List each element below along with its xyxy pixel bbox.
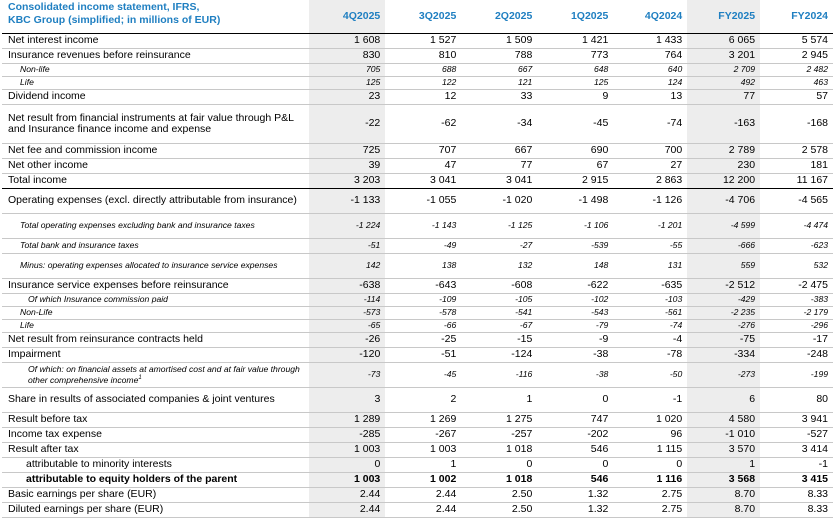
- cell-value: 773: [537, 49, 613, 64]
- cell-value: -17: [760, 333, 833, 348]
- table-row: [2, 388, 833, 413]
- table-row: [2, 34, 833, 49]
- cell-value: 463: [760, 77, 833, 90]
- cell-value: -2 179: [760, 307, 833, 320]
- cell-value: 1 020: [613, 413, 687, 428]
- cell-value: 47: [385, 159, 461, 174]
- cell-value: -638: [309, 279, 385, 294]
- cell-value: 181: [760, 159, 833, 174]
- table-row: [2, 458, 833, 473]
- row-label-text: Of which: on financial assets at amortised cost and at fair value through other comprehensive income: [28, 363, 300, 385]
- cell-value: -34: [461, 105, 537, 144]
- table-row: [2, 363, 833, 388]
- table-row: [2, 294, 833, 307]
- cell-value: 96: [613, 428, 687, 443]
- cell-value: 3 203: [309, 174, 385, 189]
- table-row: [2, 320, 833, 333]
- table-row: [2, 189, 833, 214]
- row-label: [2, 64, 309, 77]
- row-label: [2, 189, 309, 214]
- column-header: 3Q2025: [385, 0, 461, 34]
- cell-value: -1 201: [613, 214, 687, 239]
- cell-value: -1 055: [385, 189, 461, 214]
- table-row: [2, 239, 833, 254]
- cell-value: 1 509: [461, 34, 537, 49]
- cell-value: 747: [537, 413, 613, 428]
- cell-value: 4 580: [687, 413, 760, 428]
- cell-value: -49: [385, 239, 461, 254]
- row-label-text: Non-Life: [20, 307, 53, 318]
- cell-value: 2 915: [537, 174, 613, 189]
- cell-value: 142: [309, 254, 385, 279]
- column-header: 4Q2025: [309, 0, 385, 34]
- column-header: 1Q2025: [537, 0, 613, 34]
- cell-value: 1 002: [385, 473, 461, 488]
- header-row: [2, 0, 833, 34]
- cell-value: -74: [613, 105, 687, 144]
- table-title: [2, 0, 309, 34]
- cell-value: 3: [309, 388, 385, 413]
- row-label: [2, 159, 309, 174]
- cell-value: 648: [537, 64, 613, 77]
- cell-value: 1 003: [385, 443, 461, 458]
- cell-value: 77: [461, 159, 537, 174]
- cell-value: 2.44: [385, 488, 461, 503]
- cell-value: -622: [537, 279, 613, 294]
- cell-value: 27: [613, 159, 687, 174]
- cell-value: 1 289: [309, 413, 385, 428]
- cell-value: 230: [687, 159, 760, 174]
- cell-value: 1 116: [613, 473, 687, 488]
- row-label-text: Net other income: [8, 159, 88, 172]
- cell-value: -26: [309, 333, 385, 348]
- cell-value: -1 010: [687, 428, 760, 443]
- row-label-text: Total bank and insurance taxes: [20, 240, 139, 251]
- cell-value: -45: [385, 363, 461, 388]
- cell-value: 39: [309, 159, 385, 174]
- cell-value: 707: [385, 144, 461, 159]
- cell-value: 1.32: [537, 503, 613, 518]
- cell-value: 2.44: [309, 503, 385, 518]
- row-label: [2, 458, 309, 473]
- row-label-text: Basic earnings per share (EUR): [8, 488, 157, 501]
- cell-value: 0: [309, 458, 385, 473]
- cell-value: 0: [537, 388, 613, 413]
- row-label-text: Result after tax: [8, 443, 79, 456]
- cell-value: -1: [760, 458, 833, 473]
- cell-value: 2 863: [613, 174, 687, 189]
- row-label: [2, 413, 309, 428]
- cell-value: 0: [461, 458, 537, 473]
- cell-value: 6 065: [687, 34, 760, 49]
- cell-value: -248: [760, 348, 833, 363]
- table-row: [2, 254, 833, 279]
- cell-value: -527: [760, 428, 833, 443]
- cell-value: 532: [760, 254, 833, 279]
- cell-value: -102: [537, 294, 613, 307]
- row-label: [2, 144, 309, 159]
- cell-value: -635: [613, 279, 687, 294]
- cell-value: 11 167: [760, 174, 833, 189]
- cell-value: 546: [537, 443, 613, 458]
- table-row: [2, 279, 833, 294]
- cell-value: 138: [385, 254, 461, 279]
- cell-value: 2.44: [309, 488, 385, 503]
- row-label: [2, 388, 309, 413]
- table-row: [2, 90, 833, 105]
- cell-value: 12 200: [687, 174, 760, 189]
- cell-value: 1 018: [461, 443, 537, 458]
- cell-value: 2: [385, 388, 461, 413]
- cell-value: 23: [309, 90, 385, 105]
- cell-value: -120: [309, 348, 385, 363]
- cell-value: 2 945: [760, 49, 833, 64]
- cell-value: -51: [385, 348, 461, 363]
- cell-value: 132: [461, 254, 537, 279]
- table-row: [2, 488, 833, 503]
- cell-value: 8.33: [760, 488, 833, 503]
- cell-value: -285: [309, 428, 385, 443]
- cell-value: -73: [309, 363, 385, 388]
- row-label: [2, 34, 309, 49]
- cell-value: -2 235: [687, 307, 760, 320]
- cell-value: 1 003: [309, 443, 385, 458]
- cell-value: -75: [687, 333, 760, 348]
- cell-value: 667: [461, 144, 537, 159]
- cell-value: -66: [385, 320, 461, 333]
- cell-value: -65: [309, 320, 385, 333]
- row-label-text: attributable to equity holders of the parent: [26, 473, 238, 486]
- cell-value: 688: [385, 64, 461, 77]
- table-row: [2, 428, 833, 443]
- row-label-text: Operating expenses (excl. directly attributable from insurance): [8, 194, 297, 207]
- column-header: 4Q2024: [613, 0, 687, 34]
- cell-value: -55: [613, 239, 687, 254]
- cell-value: 1 608: [309, 34, 385, 49]
- row-label: [2, 77, 309, 90]
- cell-value: 3 041: [385, 174, 461, 189]
- row-label-text: Of which Insurance commission paid: [28, 294, 168, 305]
- cell-value: 2.75: [613, 503, 687, 518]
- column-header: FY2024: [760, 0, 833, 34]
- cell-value: 33: [461, 90, 537, 105]
- table-row: [2, 503, 833, 518]
- cell-value: -1 143: [385, 214, 461, 239]
- row-label: [2, 320, 309, 333]
- cell-value: -50: [613, 363, 687, 388]
- cell-value: -623: [760, 239, 833, 254]
- cell-value: 2 709: [687, 64, 760, 77]
- cell-value: 1 018: [461, 473, 537, 488]
- row-label-text: Impairment: [8, 348, 61, 361]
- cell-value: 3 414: [760, 443, 833, 458]
- row-label-text: Total operating expenses excluding bank and insurance taxes: [20, 220, 255, 231]
- cell-value: 1: [687, 458, 760, 473]
- row-label: [2, 307, 309, 320]
- cell-value: 2 789: [687, 144, 760, 159]
- cell-value: -276: [687, 320, 760, 333]
- cell-value: 830: [309, 49, 385, 64]
- cell-value: -334: [687, 348, 760, 363]
- cell-value: -1 106: [537, 214, 613, 239]
- cell-value: -163: [687, 105, 760, 144]
- cell-value: 124: [613, 77, 687, 90]
- cell-value: 125: [309, 77, 385, 90]
- cell-value: 125: [537, 77, 613, 90]
- row-label-text: Insurance revenues before reinsurance: [8, 49, 191, 62]
- cell-value: 12: [385, 90, 461, 105]
- row-label: [2, 214, 309, 239]
- row-label: [2, 239, 309, 254]
- cell-value: -4 565: [760, 189, 833, 214]
- table-row: [2, 105, 833, 144]
- cell-value: 559: [687, 254, 760, 279]
- row-label-text: Diluted earnings per share (EUR): [8, 503, 164, 516]
- cell-value: 3 041: [461, 174, 537, 189]
- cell-value: -1 125: [461, 214, 537, 239]
- cell-value: 0: [537, 458, 613, 473]
- cell-value: -114: [309, 294, 385, 307]
- table-row: [2, 333, 833, 348]
- cell-value: -4 474: [760, 214, 833, 239]
- row-label-text: Minus: operating expenses allocated to insurance service expenses: [20, 260, 278, 271]
- row-label: [2, 174, 309, 189]
- table-row: [2, 348, 833, 363]
- cell-value: -4 599: [687, 214, 760, 239]
- cell-value: 3 201: [687, 49, 760, 64]
- cell-value: -105: [461, 294, 537, 307]
- cell-value: 1 003: [309, 473, 385, 488]
- title-line-2: KBC Group (simplified; in millions of EUR): [8, 13, 221, 26]
- row-label: [2, 488, 309, 503]
- cell-value: -78: [613, 348, 687, 363]
- cell-value: -561: [613, 307, 687, 320]
- cell-value: 492: [687, 77, 760, 90]
- row-label-text: attributable to minority interests: [26, 458, 172, 471]
- cell-value: 148: [537, 254, 613, 279]
- cell-value: 1 115: [613, 443, 687, 458]
- row-label: [2, 443, 309, 458]
- table-row: [2, 64, 833, 77]
- column-header: FY2025: [687, 0, 760, 34]
- table-row: [2, 144, 833, 159]
- cell-value: 0: [613, 458, 687, 473]
- cell-value: 2.44: [385, 503, 461, 518]
- row-label: [2, 279, 309, 294]
- row-label: [2, 348, 309, 363]
- cell-value: -74: [613, 320, 687, 333]
- cell-value: 1: [385, 458, 461, 473]
- cell-value: -541: [461, 307, 537, 320]
- cell-value: 700: [613, 144, 687, 159]
- cell-value: -38: [537, 363, 613, 388]
- cell-value: 1 275: [461, 413, 537, 428]
- cell-value: 8.70: [687, 488, 760, 503]
- row-label-text: Dividend income: [8, 90, 86, 103]
- cell-value: -168: [760, 105, 833, 144]
- cell-value: -2 475: [760, 279, 833, 294]
- cell-value: -257: [461, 428, 537, 443]
- cell-value: -1 020: [461, 189, 537, 214]
- cell-value: 764: [613, 49, 687, 64]
- row-label-text: Income tax expense: [8, 428, 102, 441]
- cell-value: 810: [385, 49, 461, 64]
- cell-value: -273: [687, 363, 760, 388]
- cell-value: 1: [461, 388, 537, 413]
- table-row: [2, 174, 833, 189]
- row-label-text: Net result from financial instruments at fair value through P&L and Insurance finance income and expense: [8, 111, 294, 135]
- row-label: [2, 333, 309, 348]
- cell-value: -578: [385, 307, 461, 320]
- cell-value: -67: [461, 320, 537, 333]
- cell-value: 67: [537, 159, 613, 174]
- cell-value: -1: [613, 388, 687, 413]
- cell-value: -383: [760, 294, 833, 307]
- cell-value: 1 527: [385, 34, 461, 49]
- row-label: [2, 105, 309, 144]
- row-label-text: Total income: [8, 174, 67, 187]
- table-row: [2, 473, 833, 488]
- row-label-text: Net interest income: [8, 34, 99, 47]
- cell-value: -27: [461, 239, 537, 254]
- table-row: [2, 413, 833, 428]
- column-header: 2Q2025: [461, 0, 537, 34]
- row-label-text: Share in results of associated companies & joint ventures: [8, 393, 275, 406]
- cell-value: 1 421: [537, 34, 613, 49]
- cell-value: 131: [613, 254, 687, 279]
- cell-value: -25: [385, 333, 461, 348]
- row-label: [2, 473, 309, 488]
- cell-value: -296: [760, 320, 833, 333]
- cell-value: 690: [537, 144, 613, 159]
- row-label: [2, 428, 309, 443]
- row-label-text: Life: [20, 320, 34, 331]
- cell-value: 121: [461, 77, 537, 90]
- cell-value: 122: [385, 77, 461, 90]
- row-label: [2, 503, 309, 518]
- row-label-text: Result before tax: [8, 413, 88, 426]
- cell-value: -109: [385, 294, 461, 307]
- cell-value: 546: [537, 473, 613, 488]
- cell-value: 2.75: [613, 488, 687, 503]
- cell-value: -202: [537, 428, 613, 443]
- cell-value: -1 498: [537, 189, 613, 214]
- cell-value: -573: [309, 307, 385, 320]
- income-statement-table: [2, 0, 833, 518]
- cell-value: 2 578: [760, 144, 833, 159]
- row-label-text: Non-life: [20, 64, 50, 75]
- title-line-1: Consolidated income statement, IFRS,: [8, 1, 200, 13]
- cell-value: -1 126: [613, 189, 687, 214]
- cell-value: -539: [537, 239, 613, 254]
- cell-value: 13: [613, 90, 687, 105]
- table-row: [2, 443, 833, 458]
- table-row: [2, 159, 833, 174]
- table-row: [2, 214, 833, 239]
- cell-value: -1 133: [309, 189, 385, 214]
- cell-value: -608: [461, 279, 537, 294]
- row-label: [2, 254, 309, 279]
- cell-value: -1 224: [309, 214, 385, 239]
- cell-value: -116: [461, 363, 537, 388]
- cell-value: 705: [309, 64, 385, 77]
- row-label-text: Insurance service expenses before reinsurance: [8, 279, 229, 292]
- cell-value: 3 941: [760, 413, 833, 428]
- cell-value: -199: [760, 363, 833, 388]
- cell-value: 6: [687, 388, 760, 413]
- cell-value: -267: [385, 428, 461, 443]
- cell-value: 2.50: [461, 488, 537, 503]
- cell-value: -666: [687, 239, 760, 254]
- cell-value: 1 433: [613, 34, 687, 49]
- cell-value: -543: [537, 307, 613, 320]
- table-row: [2, 77, 833, 90]
- cell-value: 3 415: [760, 473, 833, 488]
- cell-value: -15: [461, 333, 537, 348]
- cell-value: 725: [309, 144, 385, 159]
- cell-value: -51: [309, 239, 385, 254]
- cell-value: 3 568: [687, 473, 760, 488]
- cell-value: 1.32: [537, 488, 613, 503]
- row-label-text: Life: [20, 77, 34, 88]
- row-label: [2, 49, 309, 64]
- cell-value: -9: [537, 333, 613, 348]
- cell-value: -4: [613, 333, 687, 348]
- cell-value: -429: [687, 294, 760, 307]
- cell-value: -643: [385, 279, 461, 294]
- cell-value: 9: [537, 90, 613, 105]
- row-label: [2, 90, 309, 105]
- cell-value: 80: [760, 388, 833, 413]
- cell-value: 640: [613, 64, 687, 77]
- cell-value: 2.50: [461, 503, 537, 518]
- cell-value: -45: [537, 105, 613, 144]
- cell-value: 57: [760, 90, 833, 105]
- cell-value: 77: [687, 90, 760, 105]
- cell-value: 667: [461, 64, 537, 77]
- cell-value: 788: [461, 49, 537, 64]
- cell-value: -124: [461, 348, 537, 363]
- cell-value: -2 512: [687, 279, 760, 294]
- cell-value: -79: [537, 320, 613, 333]
- cell-value: 2 482: [760, 64, 833, 77]
- cell-value: -4 706: [687, 189, 760, 214]
- table-row: [2, 49, 833, 64]
- table-row: [2, 307, 833, 320]
- cell-value: 5 574: [760, 34, 833, 49]
- cell-value: 1 269: [385, 413, 461, 428]
- row-label-text: Net result from reinsurance contracts held: [8, 333, 203, 346]
- cell-value: -103: [613, 294, 687, 307]
- cell-value: -22: [309, 105, 385, 144]
- row-label: [2, 363, 309, 388]
- row-label: [2, 294, 309, 307]
- cell-value: -38: [537, 348, 613, 363]
- cell-value: 8.70: [687, 503, 760, 518]
- cell-value: -62: [385, 105, 461, 144]
- footnote-marker: 1: [138, 375, 142, 382]
- cell-value: 3 570: [687, 443, 760, 458]
- cell-value: 8.33: [760, 503, 833, 518]
- row-label-text: Net fee and commission income: [8, 144, 158, 157]
